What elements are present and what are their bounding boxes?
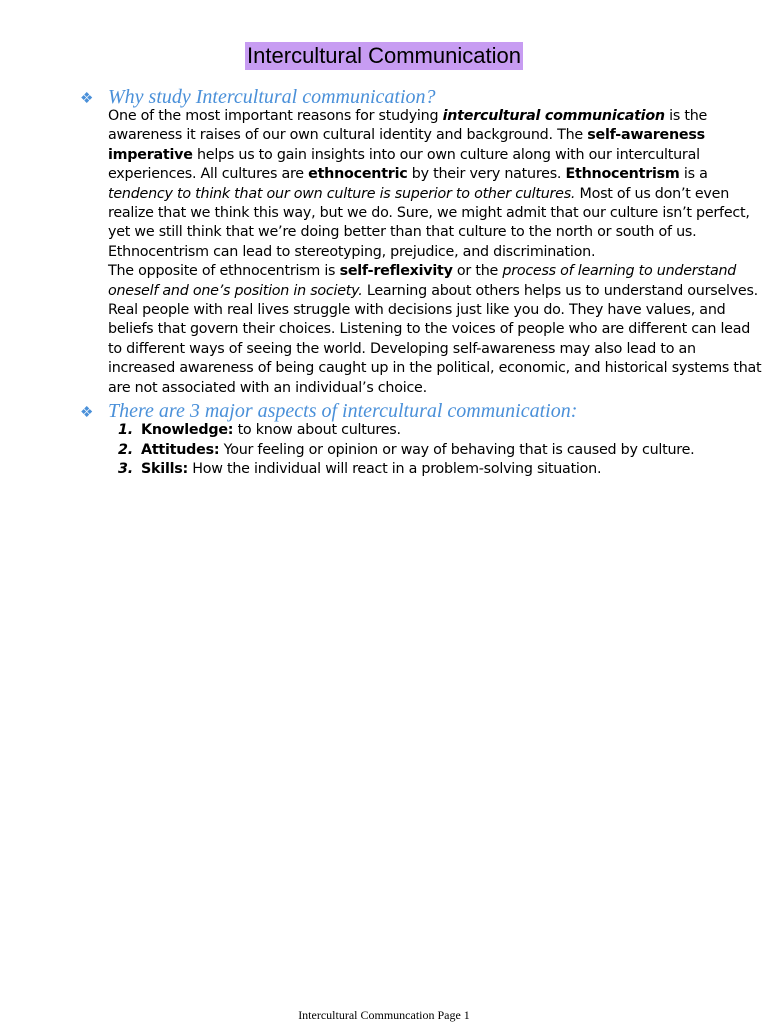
list-item xyxy=(118,460,694,480)
text-span: The opposite of ethnocentrism is xyxy=(108,263,340,280)
list-text xyxy=(141,421,401,441)
emphasis-term: intercultural communication xyxy=(442,108,665,124)
text-span: Most of us don’t even realize that we think this way, but we do. Sure, we might admit that our culture isn’t perfect, yet we still think that we’re doing better than that culture to the north or south of us. Ethnocentrism can lead to stereotyping, prejudice, and discrimination. xyxy=(108,185,750,260)
list-text xyxy=(141,441,694,461)
italic-definition: process of learning to understand oneself and one’s position in society. xyxy=(108,263,737,299)
bold-term: Ethnocentrism xyxy=(565,166,680,183)
text-span: by their very natures. xyxy=(407,166,566,183)
paragraph-self-reflexivity xyxy=(108,262,763,398)
bold-term: ethnocentric xyxy=(308,166,408,183)
section-heading-text: There are 3 major aspects of intercultural communication: xyxy=(108,400,578,422)
text-span: is a xyxy=(679,166,708,183)
list-term: Attitudes: xyxy=(141,441,220,458)
page-footer: Intercultural Communcation Page 1 xyxy=(298,1008,470,1022)
text-span: One of the most important reasons for studying xyxy=(108,108,443,124)
text-span: Learning about others helps us to understand ourselves. Real people with real lives struggle with decisions just like you do. They have values, and beliefs that govern their choices. Listening to the voices of people who are different can lead to different ways of seeing the world. Developing self-awareness may also lead to an increased awareness of being caught up in the political, economic, and historical systems that are not associated with an individual’s choice. xyxy=(108,282,762,396)
list-term: Knowledge: xyxy=(141,422,234,438)
bold-term: self-reflexivity xyxy=(339,263,453,280)
text-span: helps us to gain insights into our own culture along with our intercultural experiences. All cultures are xyxy=(108,146,700,183)
text-span: or the xyxy=(452,263,503,280)
section-body xyxy=(108,107,763,398)
title-container xyxy=(0,42,768,70)
list-item xyxy=(118,441,694,461)
list-number: 3. xyxy=(118,461,133,478)
text-span: is the awareness it raises of our own cultural identity and background. The xyxy=(108,108,708,144)
diamond-bullet-icon: ❖ xyxy=(80,91,94,107)
list-desc: How the individual will react in a problem-solving situation. xyxy=(187,461,602,478)
aspects-list xyxy=(118,421,694,480)
italic-definition: tendency to think that our own culture is superior to other cultures. xyxy=(108,185,576,202)
list-number: 2. xyxy=(118,441,133,458)
list-desc: Your feeling or opinion or way of behaving that is caused by culture. xyxy=(219,441,695,458)
section-heading-text: Why study Intercultural communication? xyxy=(108,86,436,108)
list-text xyxy=(141,460,601,480)
paragraph-ethnocentrism xyxy=(108,107,763,262)
page-title: Intercultural Communication xyxy=(247,43,521,68)
list-desc: to know about cultures. xyxy=(233,422,401,438)
bold-term: self-awareness imperative xyxy=(108,127,705,163)
diamond-bullet-icon: ❖ xyxy=(80,405,94,421)
list-item xyxy=(118,421,694,441)
list-term: Skills: xyxy=(141,461,188,478)
list-number: 1. xyxy=(118,422,133,438)
